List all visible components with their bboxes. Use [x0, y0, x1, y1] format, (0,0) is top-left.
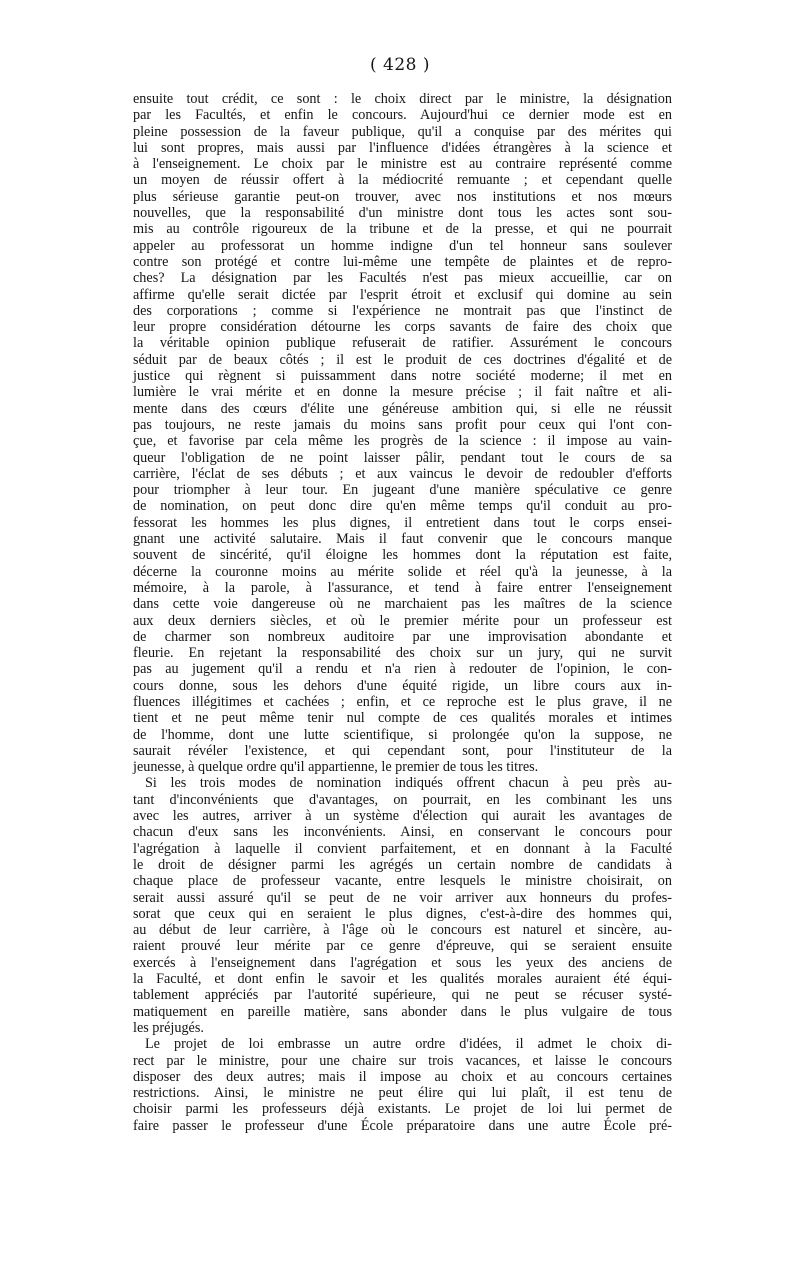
text-line: carrière, l'éclat de ses débuts ; et aux vaincus le devoir de redoubler d'efforts	[133, 465, 672, 482]
text-line: tant d'inconvénients que d'avantages, on pourrait, en les combinant les uns	[133, 791, 672, 808]
text-line: des corporations ; comme si l'expérience ne montrait pas que l'instinct de	[133, 302, 672, 319]
text-line: disposer des deux autres; mais il impose au choix et au concours certaines	[133, 1068, 672, 1085]
text-line: cours donne, sous les dehors d'une équité rigide, un libre cours aux in-	[133, 677, 672, 694]
text-line: à l'enseignement. Le choix par le ministre est au contraire représenté comme	[133, 156, 672, 173]
text-line: pleine possession de la faveur publique, qu'il a conquise par des mérites qui	[133, 123, 672, 140]
text-line: la Faculté, et dont enfin le savoir et les qualités morales auraient été équi-	[133, 971, 672, 988]
text-line: lui sont propres, mais aussi par l'influence d'idées étrangères à la science et	[133, 139, 672, 156]
text-line: chaque place de professeur vacante, entre lesquels le ministre choisirait, on	[133, 873, 672, 890]
text-line: la véritable opinion publique refuserait de ratifier. Assurément le concours	[133, 335, 672, 352]
text-line: appeler au professorat un homme indigne d'un tel honneur sans soulever	[133, 237, 672, 254]
text-line: tient et ne peut même tenir nul compte de ces qualités morales et intimes	[133, 710, 672, 727]
text-line: un moyen de réussir offert à la médiocrité remuante ; et cependant quelle	[133, 172, 672, 189]
text-line: contre son protégé et contre lui-même une tempête de plaintes et de repro-	[133, 253, 672, 270]
text-line: Si les trois modes de nomination indiqués offrent chacun à peu près au-	[145, 775, 672, 792]
text-line: au début de leur carrière, à l'âge où le concours est naturel et sincère, au-	[133, 922, 672, 939]
text-line: de nomination, on peut donc dire qu'en même temps qu'il conduit au pro-	[133, 498, 672, 515]
text-line: choisir parmi les professeurs déjà existants. Le projet de loi lui permet de	[133, 1101, 672, 1118]
text-line: aux deux derniers siècles, et où le premier mérite pour un professeur est	[133, 612, 672, 629]
page-number: ( 428 )	[369, 55, 431, 75]
text-line: avec les autres, arriver à un système d'élection qui aurait les avantages de	[133, 808, 672, 825]
text-line: tablement appréciés par l'autorité supérieure, qui ne peut se récuser systé-	[133, 987, 672, 1004]
body-text	[133, 91, 672, 1134]
text-line: dans cette voie dangereuse où ne marchaient pas les maîtres de la science	[133, 596, 672, 613]
text-line: faire passer le professeur d'une École préparatoire dans une autre École pré-	[133, 1117, 672, 1134]
text-line: ensuite tout crédit, ce sont : le choix direct par le ministre, la désignation	[133, 91, 672, 107]
text-line: mis au contrôle rigoureux de la tribune et de la presse, et qui ne pourrait	[133, 221, 672, 238]
text-line: queur l'obligation de ne point laisser pâlir, pendant tout le cours de sa	[133, 449, 672, 466]
text-line: lumière le vrai mérite et en donne la mesure précise ; il fait naître et ali-	[133, 384, 672, 401]
text-line: plus sérieuse garantie peut-on trouver, avec nos institutions et nos mœurs	[133, 188, 672, 205]
text-line: leur propre considération détourne les corps savants de faire des choix que	[133, 319, 672, 336]
text-line: affirme qu'elle serait dictée par l'esprit étroit et exclusif qui domine au sein	[133, 286, 672, 303]
text-line: par les Facultés, et enfin le concours. Aujourd'hui ce dernier mode est en	[133, 107, 672, 124]
text-line: décerne la couronne moins au mérite solide et réel qu'à la jeunesse, à la	[133, 563, 672, 580]
text-line: de charmer son nombreux auditoire par une improvisation abondante et	[133, 628, 672, 645]
text-line: le droit de désigner parmi les agrégés un certain nombre de candidats à	[133, 856, 672, 873]
text-line: restrictions. Ainsi, le ministre ne peut élire qui lui plaît, il est tenu de	[133, 1085, 672, 1102]
text-line: mémoire, à la parole, à l'assurance, et tend à faire entrer l'enseignement	[133, 579, 672, 596]
text-line: les préjugés.	[133, 1019, 204, 1036]
text-line: pour triompher à leur tour. En jugeant d'une manière spéculative ce genre	[133, 482, 672, 499]
text-line: serait aussi assuré qu'il se peut de ne voir arriver aux honneurs du profes-	[133, 889, 672, 906]
text-line: fleurie. En rejetant la responsabilité des choix sur un jury, qui ne survit	[133, 645, 672, 662]
text-line: l'agrégation à laquelle il convient parfaitement, et en donnant à la Faculté	[133, 840, 672, 857]
text-line: fessorat les hommes les plus dignes, il entretient dans tout le corps ensei-	[133, 514, 672, 531]
text-line: ches? La désignation par les Facultés n'est pas mieux accueillie, car on	[133, 270, 672, 287]
paragraph	[133, 91, 672, 775]
text-line: pas au jugement qu'il a rendu et n'a rien à redouter de l'opinion, le con-	[133, 661, 672, 678]
paragraph	[133, 775, 672, 1036]
text-line: de l'homme, dont une lutte scientifique, si prolongée qu'on la suppose, ne	[133, 726, 672, 743]
text-line: Le projet de loi embrasse un autre ordre d'idées, il admet le choix di-	[145, 1036, 672, 1053]
text-line: sorat que ceux qui en seraient le plus dignes, c'est-à-dire des hommes qui,	[133, 905, 672, 922]
text-line: chacun d'eux sans les inconvénients. Ainsi, en conservant le concours pour	[133, 824, 672, 841]
text-line: exercés à l'enseignement dans l'agrégation et sous les yeux des anciens de	[133, 954, 672, 971]
text-line: nouvelles, que la responsabilité d'un ministre dont tous les actes sont sou-	[133, 205, 672, 222]
text-line: rect par le ministre, pour une chaire sur trois vacances, et laisse le concours	[133, 1052, 672, 1069]
text-line: saurait révéler l'existence, et qui cependant sont, pour l'instituteur de la	[133, 742, 672, 759]
text-line: gnant une activité salutaire. Mais il faut convenir que le concours manque	[133, 531, 672, 548]
text-line: pas toujours, ne reste jamais du moins sans profit pour ceux qui l'ont con-	[133, 416, 672, 433]
text-line: souvent de sincérité, qu'il éloigne les hommes dont la réputation est faite,	[133, 547, 672, 564]
text-line: raient prouvé leur mérite par ce genre d'épreuve, qui se seraient ensuite	[133, 938, 672, 955]
text-line: jeunesse, à quelque ordre qu'il appartienne, le premier de tous les titres.	[133, 759, 539, 776]
text-line: justice qui règnent si puissamment dans notre société moderne; il met en	[133, 368, 672, 385]
paragraph	[133, 1036, 672, 1134]
text-line: matiquement en pareille matière, sans abonder dans le plus vulgaire de tous	[133, 1003, 672, 1020]
text-line: mente dans des cœurs d'élite une généreuse ambition qui, si elle ne réussit	[133, 400, 672, 417]
text-line: çue, et favorise par cela même les progrès de la science : il impose au vain-	[133, 433, 672, 450]
text-line: fluences illégitimes et cachées ; enfin, et ce reproche est le plus grave, il ne	[133, 693, 672, 710]
text-line: séduit par de beaux côtés ; il est le produit de ces doctrines d'égalité et de	[133, 351, 672, 368]
